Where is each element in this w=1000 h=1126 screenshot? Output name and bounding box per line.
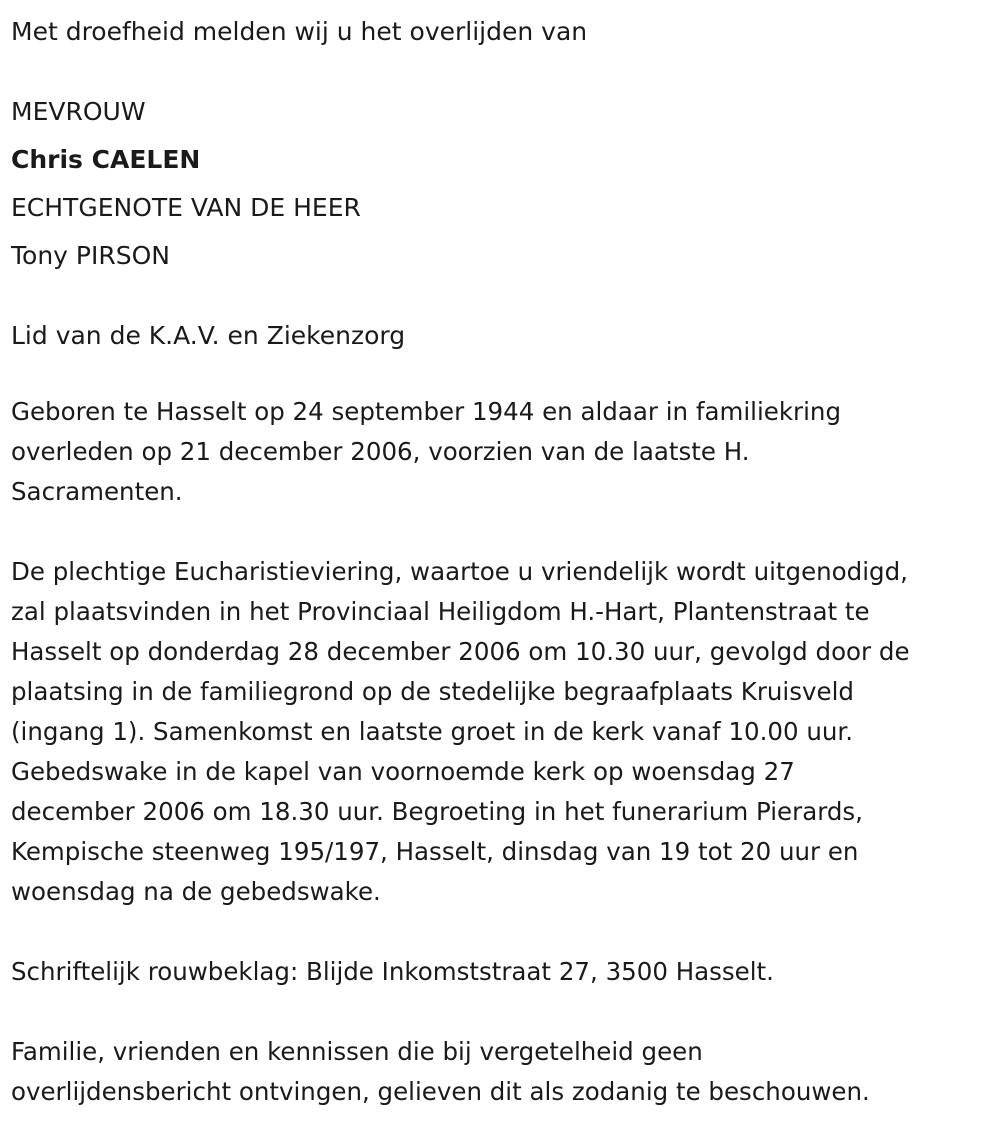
deceased-name: Chris CAELEN <box>11 145 201 174</box>
paragraph-line: (ingang 1). Samenkomst en laatste groet in de kerk vanaf 10.00 uur. <box>11 717 854 746</box>
paragraph-line: Geboren te Hasselt op 24 september 1944 en aldaar in familiekring <box>11 397 841 426</box>
paragraph-line: woensdag na de gebedswake. <box>11 877 381 906</box>
paragraph-line: Familie, vrienden en kennissen die bij vergetelheid geen <box>11 1037 703 1066</box>
closing-paragraph <box>11 1032 996 1112</box>
paragraph-line: De plechtige Eucharistieviering, waartoe u vriendelijk wordt uitgenodigd, <box>11 557 908 586</box>
condolences-text: Schriftelijk rouwbeklag: Blijde Inkomststraat 27, 3500 Hasselt. <box>11 957 774 986</box>
paragraph-line: Kempische steenweg 195/197, Hasselt, dinsdag van 19 tot 20 uur en <box>11 837 859 866</box>
spacer <box>11 56 996 88</box>
obituary-document <box>11 8 996 1112</box>
spouse-name: Tony PIRSON <box>11 241 170 270</box>
paragraph-line: Gebedswake in de kapel van voornoemde kerk op woensdag 27 <box>11 757 795 786</box>
ceremony-paragraph <box>11 552 996 912</box>
paragraph-line: zal plaatsvinden in het Provinciaal Heiligdom H.-Hart, Plantenstraat te <box>11 597 870 626</box>
title-text: MEVROUW <box>11 97 146 126</box>
birth-death-paragraph <box>11 392 996 512</box>
intro-text: Met droefheid melden wij u het overlijden van <box>11 17 588 46</box>
spacer <box>11 280 996 312</box>
paragraph-line: overleden op 21 december 2006, voorzien van de laatste H. <box>11 437 750 466</box>
paragraph-line: Sacramenten. <box>11 477 183 506</box>
paragraph-line: overlijdensbericht ontvingen, gelieven dit als zodanig te beschouwen. <box>11 1077 870 1106</box>
spacer <box>11 912 996 952</box>
paragraph-line: plaatsing in de familiegrond op de stedelijke begraafplaats Kruisveld <box>11 677 854 706</box>
membership-text: Lid van de K.A.V. en Ziekenzorg <box>11 321 406 350</box>
paragraph-line: december 2006 om 18.30 uur. Begroeting in het funerarium Pierards, <box>11 797 863 826</box>
relation-text: ECHTGENOTE VAN DE HEER <box>11 193 361 222</box>
paragraph-line: Hasselt op donderdag 28 december 2006 om 10.30 uur, gevolgd door de <box>11 637 910 666</box>
spacer <box>11 360 996 392</box>
spacer <box>11 992 996 1032</box>
spacer <box>11 512 996 552</box>
